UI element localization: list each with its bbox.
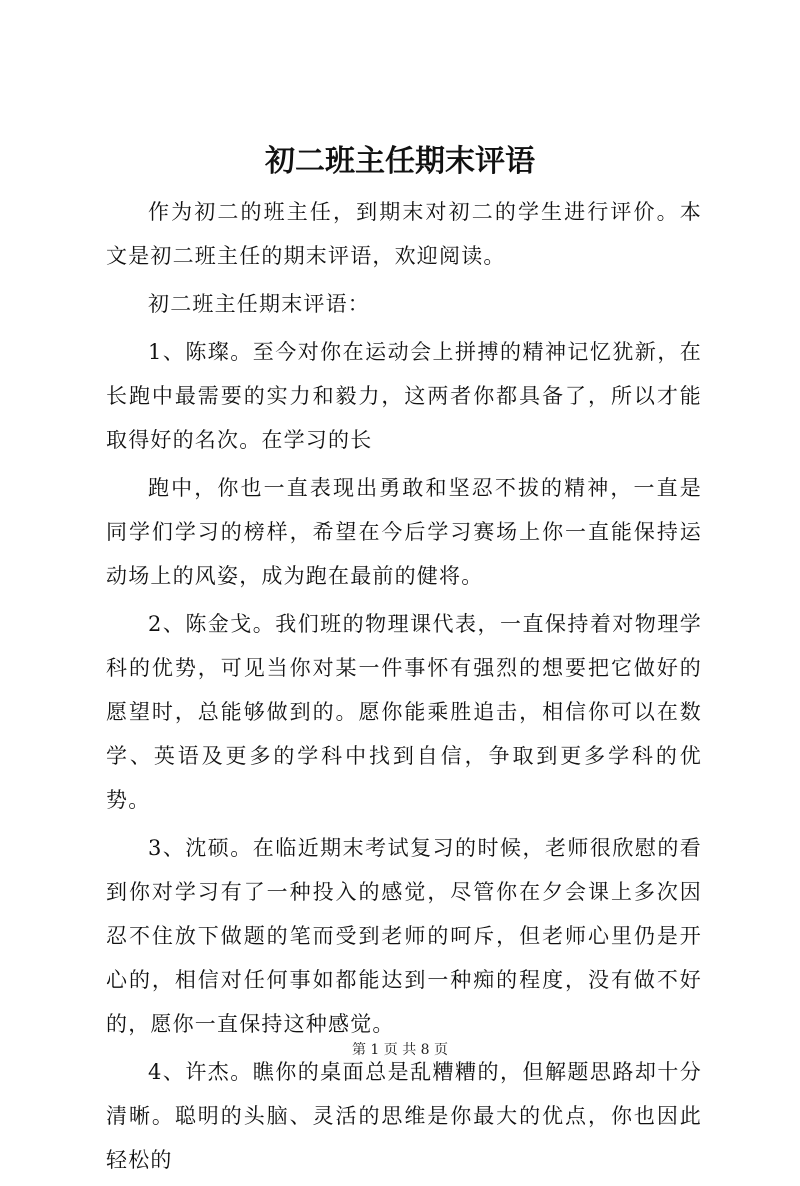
paragraph-comment-1-cont: 跑中，你也一直表现出勇敢和坚忍不拔的精神，一直是同学们学习的榜样，希望在今后学习赛场上你一直能保持运动场上的风姿，成为跑在最前的健将。 bbox=[106, 476, 702, 588]
paragraph-comment-4: 4、许杰。瞧你的桌面总是乱糟糟的，但解题思路却十分清晰。聪明的头脑、灵活的思维是你最大的优点，你也因此轻松的 bbox=[106, 1060, 702, 1172]
paragraph-comment-3: 3、沈硕。在临近期末考试复习的时候，老师很欣慰的看到你对学习有了一种投入的感觉，尽管你在夕会课上多次因忍不住放下做题的笔而受到老师的呵斥，但老师心里仍是开心的，相信对任何事如都能达到一种痴的程度，没有做不好的，愿你一直保持这种感觉。 bbox=[106, 836, 702, 1036]
document-body bbox=[106, 190, 702, 1186]
page-footer: 第 1 页 共 8 页 bbox=[351, 1042, 449, 1058]
paragraph-intro: 作为初二的班主任，到期末对初二的学生进行评价。本文是初二班主任的期末评语，欢迎阅读。 bbox=[106, 200, 702, 268]
paragraph-comment-1: 1、陈璨。至今对你在运动会上拼搏的精神记忆犹新，在长跑中最需要的实力和毅力，这两者你都具备了，所以才能取得好的名次。在学习的长 bbox=[106, 340, 702, 452]
document-title: 初二班主任期末评语 bbox=[265, 144, 535, 179]
paragraph-heading: 初二班主任期末评语： bbox=[148, 292, 370, 316]
paragraph-comment-2: 2、陈金戈。我们班的物理课代表，一直保持着对物理学科的优势，可见当你对某一件事怀有强烈的想要把它做好的愿望时，总能够做到的。愿你能乘胜追击，相信你可以在数学、英语及更多的学科中找到自信，争取到更多学科的优势。 bbox=[106, 612, 702, 812]
